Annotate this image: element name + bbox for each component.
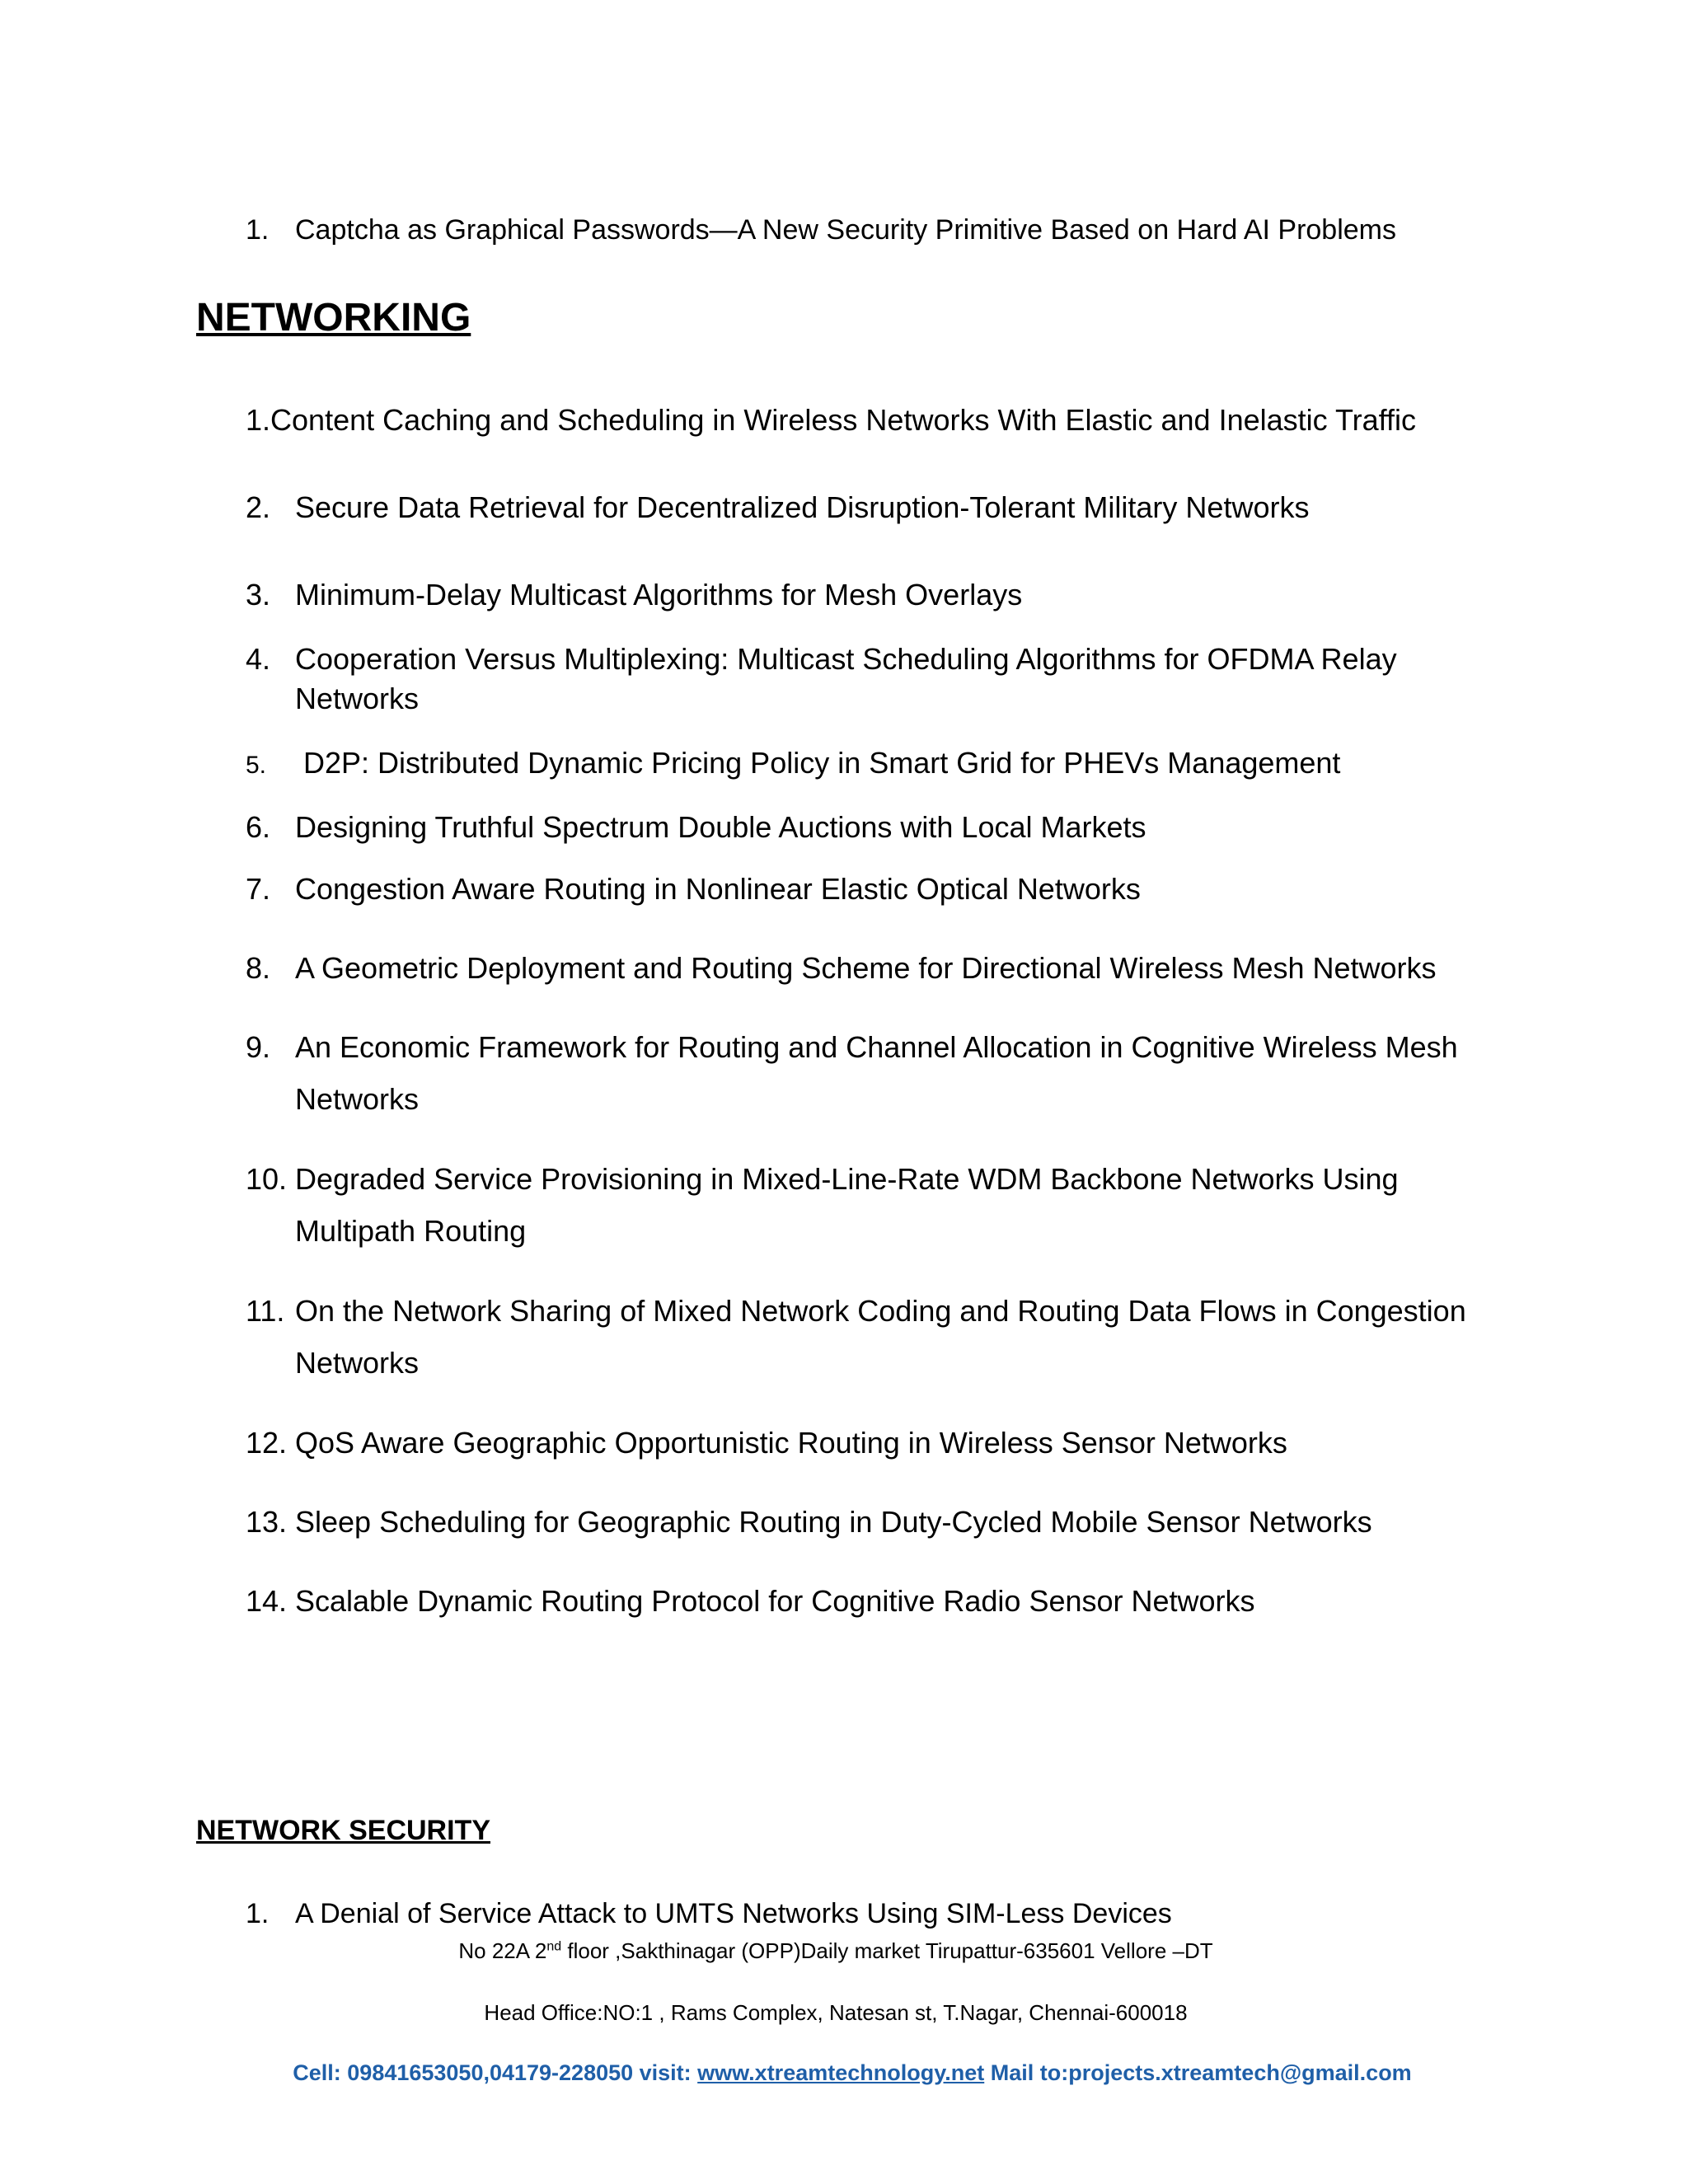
- list-item-number: 13.: [246, 1505, 288, 1539]
- list-item: [246, 1028, 1458, 1116]
- section-heading-networking: NETWORKING: [196, 296, 471, 340]
- list-item: [246, 1894, 1172, 1933]
- list-item: [246, 949, 1437, 988]
- list-item-text-continued: Networks: [295, 1346, 420, 1380]
- list-item: [246, 1423, 1287, 1463]
- list-item-text-continued: Networks: [295, 1082, 420, 1116]
- list-item: [246, 869, 1141, 909]
- list-item-text: An Economic Framework for Routing and Channel Allocation in Cognitive Wireless Mesh: [295, 1030, 1458, 1064]
- list-item-number: 8.: [246, 951, 271, 985]
- list-item-text: Minimum-Delay Multicast Algorithms for Mesh Overlays: [295, 578, 1023, 612]
- list-item-number: 9.: [246, 1030, 271, 1064]
- list-item-text: Congestion Aware Routing in Nonlinear Elastic Optical Networks: [295, 872, 1141, 906]
- section-heading-network-security: NETWORK SECURITY: [196, 1815, 490, 1846]
- footer-head-office: Head Office:NO:1 , Rams Complex, Natesan st, T.Nagar, Chennai-600018: [484, 2000, 1188, 2025]
- list-item-text: Designing Truthful Spectrum Double Auctions with Local Markets: [295, 810, 1146, 844]
- list-item-number: 1.: [246, 1898, 270, 1929]
- list-item-number: 7.: [246, 872, 271, 906]
- list-item-text: On the Network Sharing of Mixed Network Coding and Routing Data Flows in Congestion: [295, 1294, 1466, 1328]
- footer-contact: Cell: 09841653050,04179-228050 visit: www.xtreamtechnology.net Mail to:projects.xtreamtech@gmail.com: [293, 2060, 1412, 2085]
- list-item: [246, 401, 1416, 440]
- list-item-text: QoS Aware Geographic Opportunistic Routing in Wireless Sensor Networks: [295, 1426, 1287, 1460]
- list-item-text: 1.Content Caching and Scheduling in Wireless Networks With Elastic and Inelastic Traffic: [246, 403, 1416, 437]
- list-item-number: 14.: [246, 1584, 288, 1618]
- website-link[interactable]: www.xtreamtechnology.net: [697, 2060, 985, 2085]
- list-item: [246, 743, 1341, 785]
- list-item-text: Sleep Scheduling for Geographic Routing in Duty-Cycled Mobile Sensor Networks: [295, 1505, 1372, 1539]
- list-item-text: Scalable Dynamic Routing Protocol for Cognitive Radio Sensor Networks: [295, 1584, 1255, 1618]
- list-item-text: Cooperation Versus Multiplexing: Multicast Scheduling Algorithms for OFDMA Relay: [295, 642, 1397, 676]
- list-item: [246, 1582, 1255, 1621]
- list-item: [246, 210, 1396, 250]
- list-item-text-continued: Multipath Routing: [295, 1214, 527, 1248]
- list-item-text-continued: Networks: [295, 682, 420, 715]
- list-item: [246, 575, 1023, 615]
- list-item-number: 2.: [246, 490, 271, 524]
- list-item-text: D2P: Distributed Dynamic Pricing Policy in Smart Grid for PHEVs Management: [303, 746, 1341, 780]
- list-item: [246, 640, 1397, 715]
- list-item-text: Secure Data Retrieval for Decentralized Disruption-Tolerant Military Networks: [295, 490, 1310, 524]
- list-item: [246, 488, 1310, 527]
- list-item-text: A Denial of Service Attack to UMTS Networks Using SIM-Less Devices: [295, 1898, 1172, 1929]
- list-item-number: 4.: [246, 642, 271, 676]
- list-item-text: A Geometric Deployment and Routing Scheme for Directional Wireless Mesh Networks: [295, 951, 1437, 985]
- list-item-number: 3.: [246, 578, 271, 612]
- list-item-number: 1.: [246, 214, 270, 246]
- list-item-text: Degraded Service Provisioning in Mixed-Line-Rate WDM Backbone Networks Using: [295, 1162, 1399, 1196]
- list-item-number: 11.: [246, 1294, 285, 1328]
- list-item: [246, 1160, 1399, 1248]
- list-item: [246, 808, 1146, 847]
- list-item: [246, 1291, 1466, 1380]
- footer-address: No 22A 2nd floor ,Sakthinagar (OPP)Daily market Tirupattur-635601 Vellore –DT: [458, 1938, 1213, 1963]
- list-item: [246, 1502, 1372, 1542]
- list-item-text: Captcha as Graphical Passwords—A New Security Primitive Based on Hard AI Problems: [295, 214, 1396, 246]
- list-item-number: 5.: [246, 752, 267, 779]
- list-item-number: 12.: [246, 1426, 288, 1460]
- list-item-number: 6.: [246, 810, 271, 844]
- list-item-number: 10.: [246, 1162, 288, 1196]
